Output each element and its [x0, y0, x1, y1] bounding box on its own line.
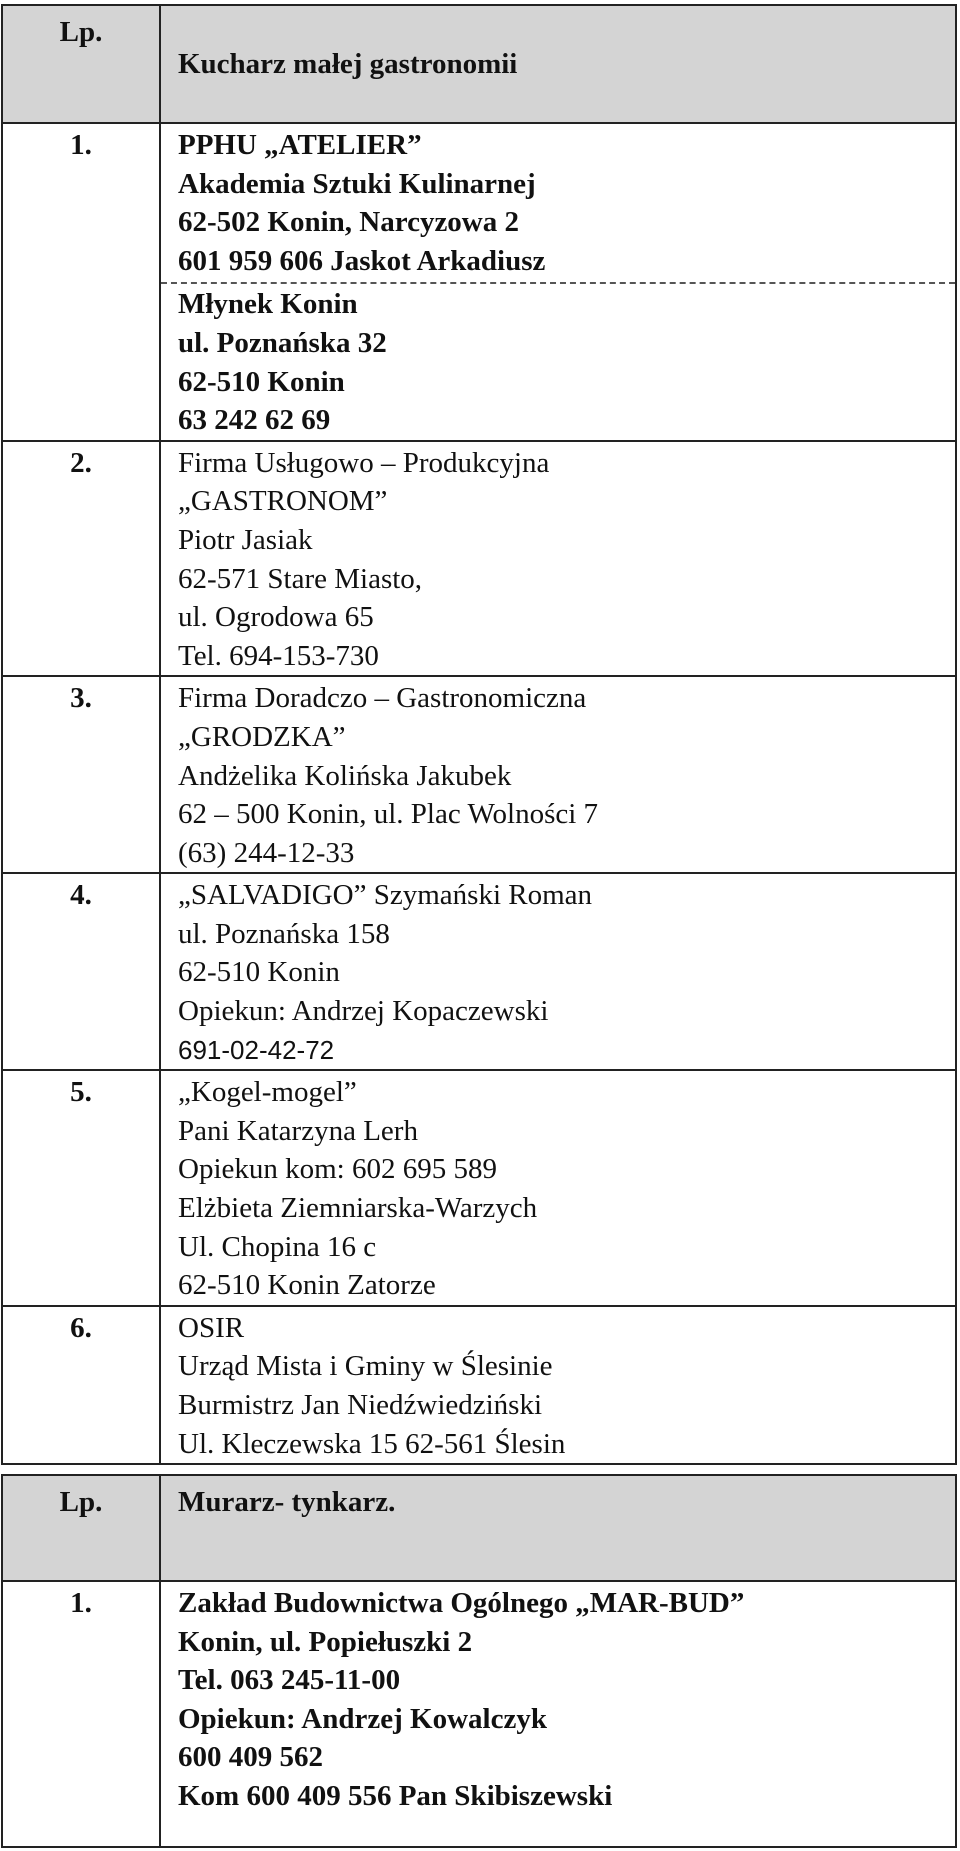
table-kucharz — [1, 4, 957, 1465]
row-line: Tel. 694-153-730 — [178, 639, 379, 672]
row-line: „GASTRONOM” — [178, 485, 388, 518]
row-line: 63 242 62 69 — [178, 404, 331, 437]
table-row — [2, 676, 956, 873]
table-header-row — [2, 1475, 956, 1581]
table-row — [2, 1070, 956, 1306]
company-name: Firma Usługowo – Produkcyjna — [178, 446, 550, 479]
company-name: „SALVADIGO” Szymański Roman — [178, 879, 593, 912]
header-title-text: Murarz- tynkarz. — [178, 1486, 396, 1518]
row-line: 600 409 562 — [178, 1741, 323, 1774]
row-line: Akademia Sztuki Kulinarnej — [178, 167, 536, 200]
row-line: „GRODZKA” — [178, 720, 346, 753]
row-number: 3. — [2, 676, 160, 873]
row-line: Opiekun kom: 602 695 589 — [178, 1153, 497, 1186]
row-line: Pani Katarzyna Lerh — [178, 1114, 418, 1147]
row-line: Elżbieta Ziemniarska-Warzych — [178, 1192, 538, 1225]
row-number: 6. — [2, 1306, 160, 1464]
row-line: 62-510 Konin — [178, 365, 345, 398]
row-line: Tel. 063 245-11-00 — [178, 1664, 401, 1697]
row-content — [160, 441, 956, 677]
row-line: ul. Ogrodowa 65 — [178, 601, 374, 634]
header-lp — [2, 5, 160, 123]
row-content — [160, 873, 956, 1070]
header-lp-text: Lp. — [59, 16, 103, 48]
row-content — [160, 123, 956, 441]
row-line: Urząd Mista i Gminy w Ślesinie — [178, 1350, 553, 1383]
row-number: 2. — [2, 441, 160, 677]
table-row — [2, 1581, 956, 1847]
dashed-divider — [161, 282, 955, 439]
row-content — [160, 676, 956, 873]
row-line: (63) 244-12-33 — [178, 836, 355, 869]
table-murarz — [1, 1474, 957, 1848]
company-name: Firma Doradczo – Gastronomiczna — [178, 682, 587, 715]
row-line: 62 – 500 Konin, ul. Plac Wolności 7 — [178, 798, 599, 831]
row-line: Opiekun: Andrzej Kowalczyk — [178, 1702, 547, 1735]
header-lp — [2, 1475, 160, 1581]
row-line: Andżelika Kolińska Jakubek — [178, 759, 512, 792]
header-lp-text: Lp. — [59, 1486, 103, 1518]
row-line: Piotr Jasiak — [178, 523, 313, 556]
header-title — [160, 1475, 956, 1581]
row-line: Burmistrz Jan Niedźwiedziński — [178, 1389, 543, 1421]
row-line: 601 959 606 Jaskot Arkadiusz — [178, 244, 546, 277]
row-line: 62-510 Konin Zatorze — [178, 1269, 436, 1302]
row-number: 1. — [2, 123, 160, 441]
row-line: Opiekun: Andrzej Kopaczewski — [178, 995, 549, 1028]
company-name: „Kogel-mogel” — [178, 1076, 357, 1109]
row-content — [160, 1581, 956, 1847]
table-row — [2, 1306, 956, 1464]
table-row — [2, 123, 956, 441]
row-line: Kom 600 409 556 Pan Skibiszewski — [178, 1779, 613, 1812]
row-line: 62-571 Stare Miasto, — [178, 562, 423, 595]
company-name: OSIR — [178, 1311, 245, 1344]
table-row — [2, 873, 956, 1070]
table-row — [2, 441, 956, 677]
row-content — [160, 1306, 956, 1464]
row-number: 4. — [2, 873, 160, 1070]
row-line: Ul. Kleczewska 15 62-561 Ślesin — [178, 1427, 566, 1460]
company-name: PPHU „ATELIER” — [178, 129, 422, 161]
row-line: Konin, ul. Popiełuszki 2 — [178, 1625, 473, 1658]
company-name: Zakład Budownictwa Ogólnego „MAR-BUD” — [178, 1587, 745, 1619]
row-line: ul. Poznańska 32 — [178, 326, 387, 359]
header-title-text: Kucharz małej gastronomii — [178, 48, 518, 80]
company-name: Młynek Konin — [178, 288, 358, 321]
row-line: 62-502 Konin, Narcyzowa 2 — [178, 206, 520, 239]
row-line: 62-510 Konin — [178, 956, 340, 989]
table-header-row — [2, 5, 956, 123]
row-number: 5. — [2, 1070, 160, 1306]
row-line: Ul. Chopina 16 c — [178, 1230, 377, 1263]
row-number: 1. — [2, 1581, 160, 1847]
row-line: 691-02-42-72 — [178, 1034, 335, 1065]
header-title — [160, 5, 956, 123]
row-line: ul. Poznańska 158 — [178, 917, 390, 950]
row-content — [160, 1070, 956, 1306]
